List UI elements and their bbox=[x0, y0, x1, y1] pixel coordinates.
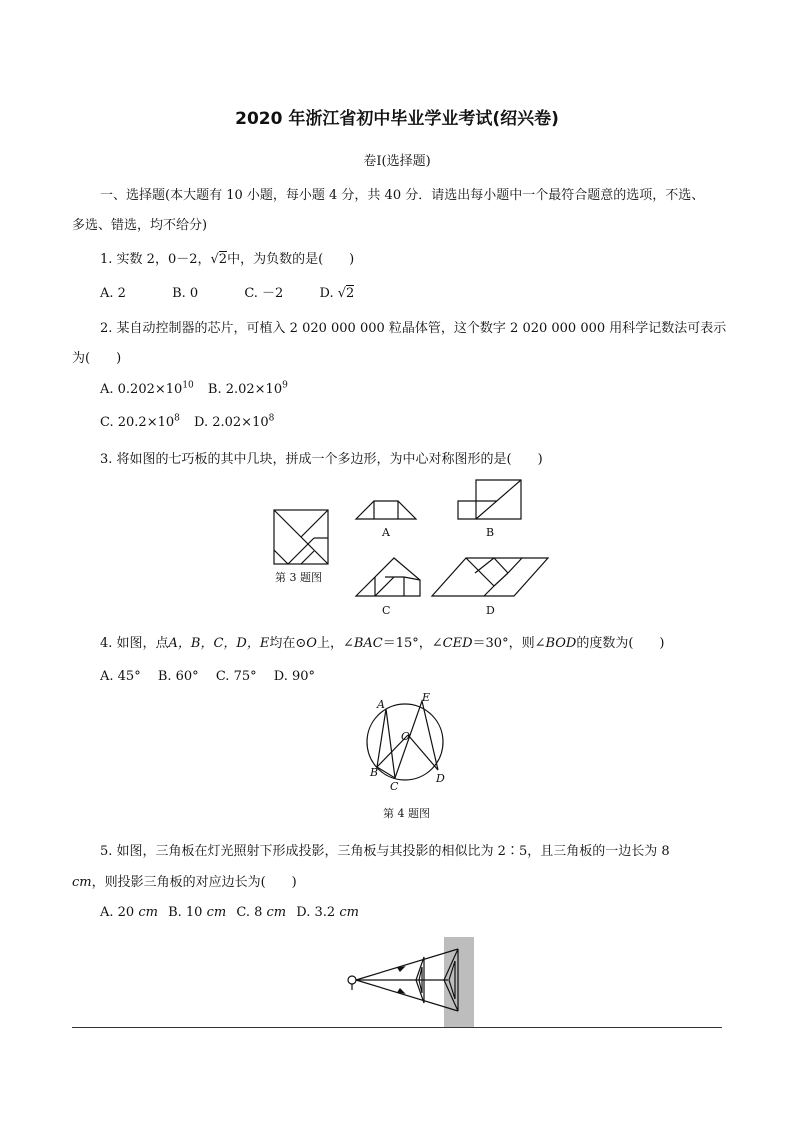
section-heading-line1: 一、选择题(本大题有 10 小题，每小题 4 分，共 40 分．请选出每小题中一个最符合题意的选项，不选、 bbox=[100, 188, 705, 203]
option-b-outline bbox=[458, 480, 521, 519]
q5-unit: cm bbox=[72, 875, 92, 890]
point-a-label: A bbox=[377, 698, 385, 711]
option-d-label: D bbox=[486, 604, 495, 617]
option-a-figure bbox=[356, 501, 416, 519]
question-2-line1: 2. 某自动控制器的芯片，可植入 2 020 000 000 粒晶体管，这个数字 2 020 000 000 用科学记数法可表示 bbox=[100, 321, 727, 336]
option-b-diagonal bbox=[476, 480, 521, 519]
question-5-line1: 5. 如图，三角板在灯光照射下形成投影，三角板与其投影的相似比为 2∶5，且三角板的一边长为 8 bbox=[100, 844, 670, 859]
sqrt-symbol: √ bbox=[210, 252, 219, 267]
question-1-options bbox=[100, 282, 354, 301]
point-e-label: E bbox=[422, 691, 431, 704]
option-d-edge-6 bbox=[484, 586, 494, 596]
option-c-edge-4 bbox=[375, 577, 394, 596]
q4-angle-ced: CED bbox=[442, 636, 473, 651]
option-c-figure bbox=[356, 558, 420, 596]
q2-option-a-exponent: 10 bbox=[182, 381, 194, 391]
option-d-edge-4 bbox=[494, 573, 508, 586]
option-d-edge-3 bbox=[494, 558, 508, 573]
option-c-label: C bbox=[382, 604, 391, 617]
q5-projection-figure bbox=[340, 935, 500, 1030]
option-d-figure bbox=[432, 558, 548, 596]
q1-option-a: A. 2 bbox=[100, 286, 126, 301]
question-4-stem bbox=[100, 632, 665, 651]
point-o-label: O bbox=[401, 730, 411, 743]
ray-arrow-top bbox=[398, 967, 404, 971]
q2-option-b-exponent: 9 bbox=[282, 381, 288, 391]
option-d-edge-5 bbox=[508, 558, 522, 573]
option-d-edge-1 bbox=[466, 558, 494, 586]
lamp-icon bbox=[348, 976, 356, 984]
q4-stem-part-4: ＝15°，∠ bbox=[382, 636, 443, 651]
q4-angle-bac: BAC bbox=[353, 636, 383, 651]
q2-option-b-base: B. 2.02×10 bbox=[207, 382, 283, 398]
q2-option-b bbox=[208, 382, 288, 397]
projection-screen bbox=[444, 937, 474, 1027]
q2-option-c-exponent: 8 bbox=[174, 414, 180, 424]
question-1-stem bbox=[100, 248, 354, 267]
q1-option-d-radicand: 2 bbox=[346, 286, 355, 301]
q1-option-b: B. 0 bbox=[172, 286, 199, 301]
q4-figure-caption: 第 4 题图 bbox=[383, 807, 430, 820]
segment-ac bbox=[386, 709, 395, 778]
q4-stem-part-3: 上，∠ bbox=[316, 636, 354, 651]
q5-option-c-unit: cm bbox=[266, 905, 287, 920]
q5-option-b-unit: cm bbox=[206, 905, 227, 920]
page-title: 2020 年浙江省初中毕业学业考试(绍兴卷) bbox=[235, 109, 559, 129]
q5-stem-end: ，则投影三角板的对应边长为( ) bbox=[91, 875, 297, 890]
q4-circle-figure bbox=[360, 690, 460, 800]
q5-option-d: D. 3.2 bbox=[296, 905, 336, 920]
option-d-edge-2 bbox=[475, 558, 494, 573]
q5-option-d-unit: cm bbox=[339, 905, 359, 920]
question-2-options-row2 bbox=[100, 414, 274, 430]
q2-option-a-base: A. 0.202×10 bbox=[100, 382, 183, 398]
tangram-piece-edge-4 bbox=[274, 550, 288, 564]
volume-subtitle: 卷Ⅰ(选择题) bbox=[363, 154, 431, 169]
q3-figure-caption: 第 3 题图 bbox=[275, 571, 322, 584]
point-b-label: B bbox=[370, 766, 379, 779]
q1-option-d bbox=[319, 286, 354, 301]
page-footer-rule bbox=[72, 1027, 722, 1028]
q1-option-c: C. －2 bbox=[244, 286, 284, 301]
q1-stem-start: 1. 实数 2，0－2， bbox=[100, 252, 211, 267]
q4-stem-part-6: 的度数为( ) bbox=[576, 636, 665, 651]
trapezoid-shape bbox=[356, 501, 416, 519]
q1-stem-end: 中，为负数的是( ) bbox=[227, 252, 355, 267]
tangram-square bbox=[274, 510, 328, 564]
q1-option-d-label: D. bbox=[319, 286, 338, 301]
q1-sqrt-radicand: 2 bbox=[218, 252, 228, 267]
point-c-label: C bbox=[390, 780, 399, 793]
section-heading-line2: 多选、错选，均不给分) bbox=[72, 218, 208, 233]
q2-option-c-base: C. 20.2×10 bbox=[100, 415, 175, 431]
sqrt-symbol: √ bbox=[337, 286, 347, 301]
q2-option-c bbox=[100, 415, 180, 430]
tangram-piece-edge-1 bbox=[288, 538, 314, 564]
q4-points: A，B，C，D，E bbox=[168, 636, 270, 651]
tangram-piece-edge-2 bbox=[301, 551, 314, 564]
q3-tangram-figure bbox=[0, 478, 794, 628]
q2-option-d-base: D. 2.02×10 bbox=[194, 415, 269, 431]
question-5-line2 bbox=[72, 871, 297, 890]
q5-option-a: A. 20 bbox=[100, 905, 135, 920]
q4-stem-part-1: 4. 如图，点 bbox=[100, 636, 169, 651]
option-b-figure bbox=[458, 480, 521, 519]
point-d-label: D bbox=[436, 772, 445, 785]
q2-option-d-exponent: 8 bbox=[268, 414, 275, 424]
q5-option-b: B. 10 bbox=[168, 905, 203, 920]
q2-option-d bbox=[194, 415, 274, 430]
option-a-label: A bbox=[382, 526, 390, 539]
ray-arrow-bottom bbox=[398, 989, 404, 993]
light-ray-bottom bbox=[356, 980, 458, 1011]
question-3-stem: 3. 将如图的七巧板的其中几块，拼成一个多边形，为中心对称图形的是( ) bbox=[100, 452, 543, 467]
question-2-line2: 为( ) bbox=[72, 351, 122, 366]
tangram-diagonal-2 bbox=[301, 510, 328, 537]
question-4-options: A. 45° B. 60° C. 75° D. 90° bbox=[100, 669, 316, 684]
q5-option-c: C. 8 bbox=[236, 905, 263, 920]
option-b-label: B bbox=[486, 526, 495, 539]
q2-option-a bbox=[100, 382, 194, 397]
q4-stem-part-2: 均在⊙ bbox=[269, 636, 307, 651]
light-ray-top bbox=[356, 949, 458, 980]
q4-circle-center: O bbox=[306, 636, 317, 651]
question-2-options-row1 bbox=[100, 381, 288, 397]
q4-angle-bod: BOD bbox=[545, 636, 577, 651]
q5-option-a-unit: cm bbox=[138, 905, 158, 920]
question-5-options bbox=[100, 905, 359, 920]
q4-stem-part-5: ＝30°，则∠ bbox=[472, 636, 546, 651]
